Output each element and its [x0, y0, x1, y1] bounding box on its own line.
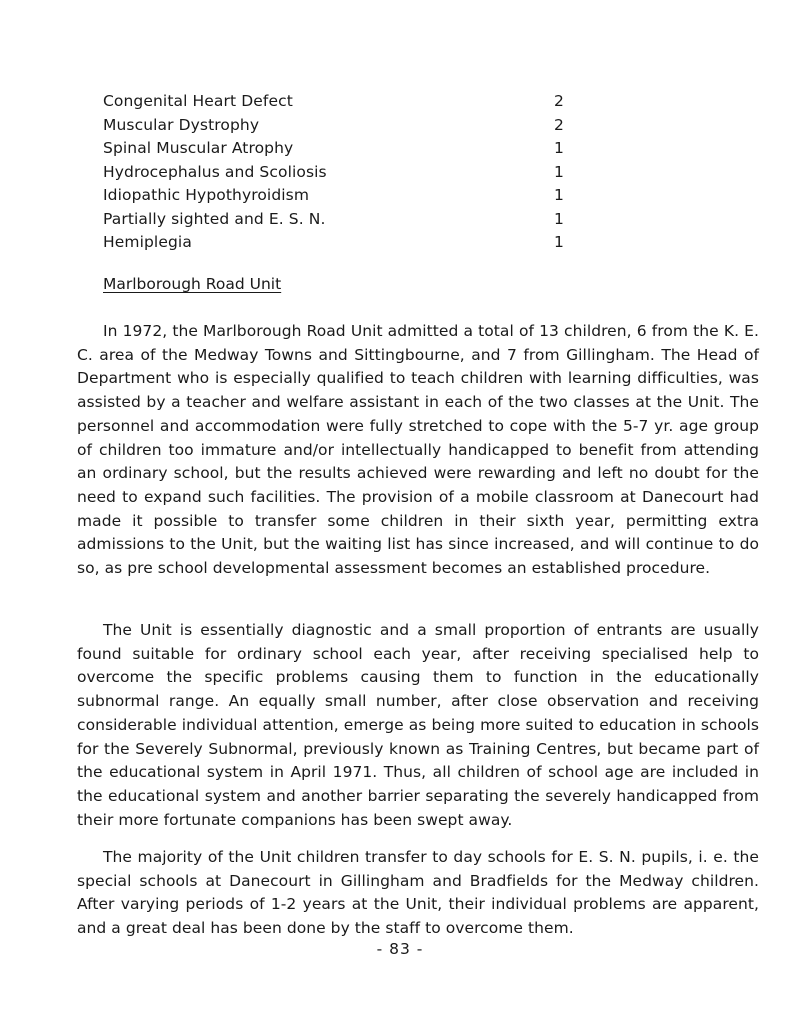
condition-count: 1	[554, 209, 564, 228]
condition-row	[103, 161, 573, 185]
body-paragraph: The majority of the Unit children transfer to day schools for E. S. N. pupils, i. e. the special schools at Danecourt in Gillingham and Bradfields for the Medway children. After varying periods of 1-2 years at the Unit, their individual problems are apparent, and a great deal has been done by the staff to overcome them.	[77, 848, 759, 938]
condition-count: 1	[554, 233, 564, 251]
condition-name: Spinal Muscular Atrophy	[103, 139, 294, 157]
condition-row	[103, 208, 573, 232]
conditions-list	[103, 90, 573, 255]
condition-name: Partially sighted and E. S. N.	[103, 209, 326, 228]
body-paragraph: The Unit is essentially diagnostic and a small proportion of entrants are usually found suitable for ordinary school each year, after receiving specialised help to overcome the specific problems causing them to function in the educationally subnormal range. An equally small number, after close observation and receiving considerable individual attention, emerge as being more suited to education in schools for the Severely Subnormal, previously known as Training Centres, but became part of the educational system in April 1971. Thus, all children of school age are included in the educational system and another barrier separating the severely handicapped from their more fortunate companions has been swept away.	[77, 621, 759, 829]
condition-name: Idiopathic Hypothyroidism	[103, 186, 310, 204]
condition-count: 1	[554, 162, 564, 181]
page-number: - 83 -	[376, 940, 424, 958]
section-heading: Marlborough Road Unit	[103, 275, 282, 293]
body-paragraph: In 1972, the Marlborough Road Unit admitted a total of 13 children, 6 from the K. E. C. area of the Medway Towns and Sittingbourne, and 7 from Gillingham. The Head of Department who is especially qualified to teach children with learning difficulties, was assisted by a teacher and welfare assistant in each of the two classes at the Unit. The personnel and accommodation were fully stretched to cope with the 5-7 yr. age group of children too immature and/or intellectually handicapped to benefit from attending an ordinary school, but the results achieved were rewarding and left no doubt for the need to expand such facilities. The provision of a mobile classroom at Danecourt had made it possible to transfer some children in their sixth year, permitting extra admissions to the Unit, but the waiting list has since increased, and will continue to do so, as pre school developmental assessment becomes an established procedure.	[77, 322, 759, 578]
condition-count: 1	[554, 186, 564, 204]
condition-row	[103, 90, 573, 114]
condition-name: Muscular Dystrophy	[103, 115, 260, 134]
condition-name: Congenital Heart Defect	[103, 92, 293, 110]
condition-row	[103, 231, 573, 255]
condition-row	[103, 184, 573, 208]
condition-row	[103, 114, 573, 138]
condition-name: Hydrocephalus and Scoliosis	[103, 162, 327, 181]
condition-count: 2	[554, 92, 564, 110]
condition-count: 1	[554, 139, 564, 157]
condition-count: 2	[554, 115, 564, 134]
condition-row	[103, 137, 573, 161]
condition-name: Hemiplegia	[103, 233, 192, 251]
